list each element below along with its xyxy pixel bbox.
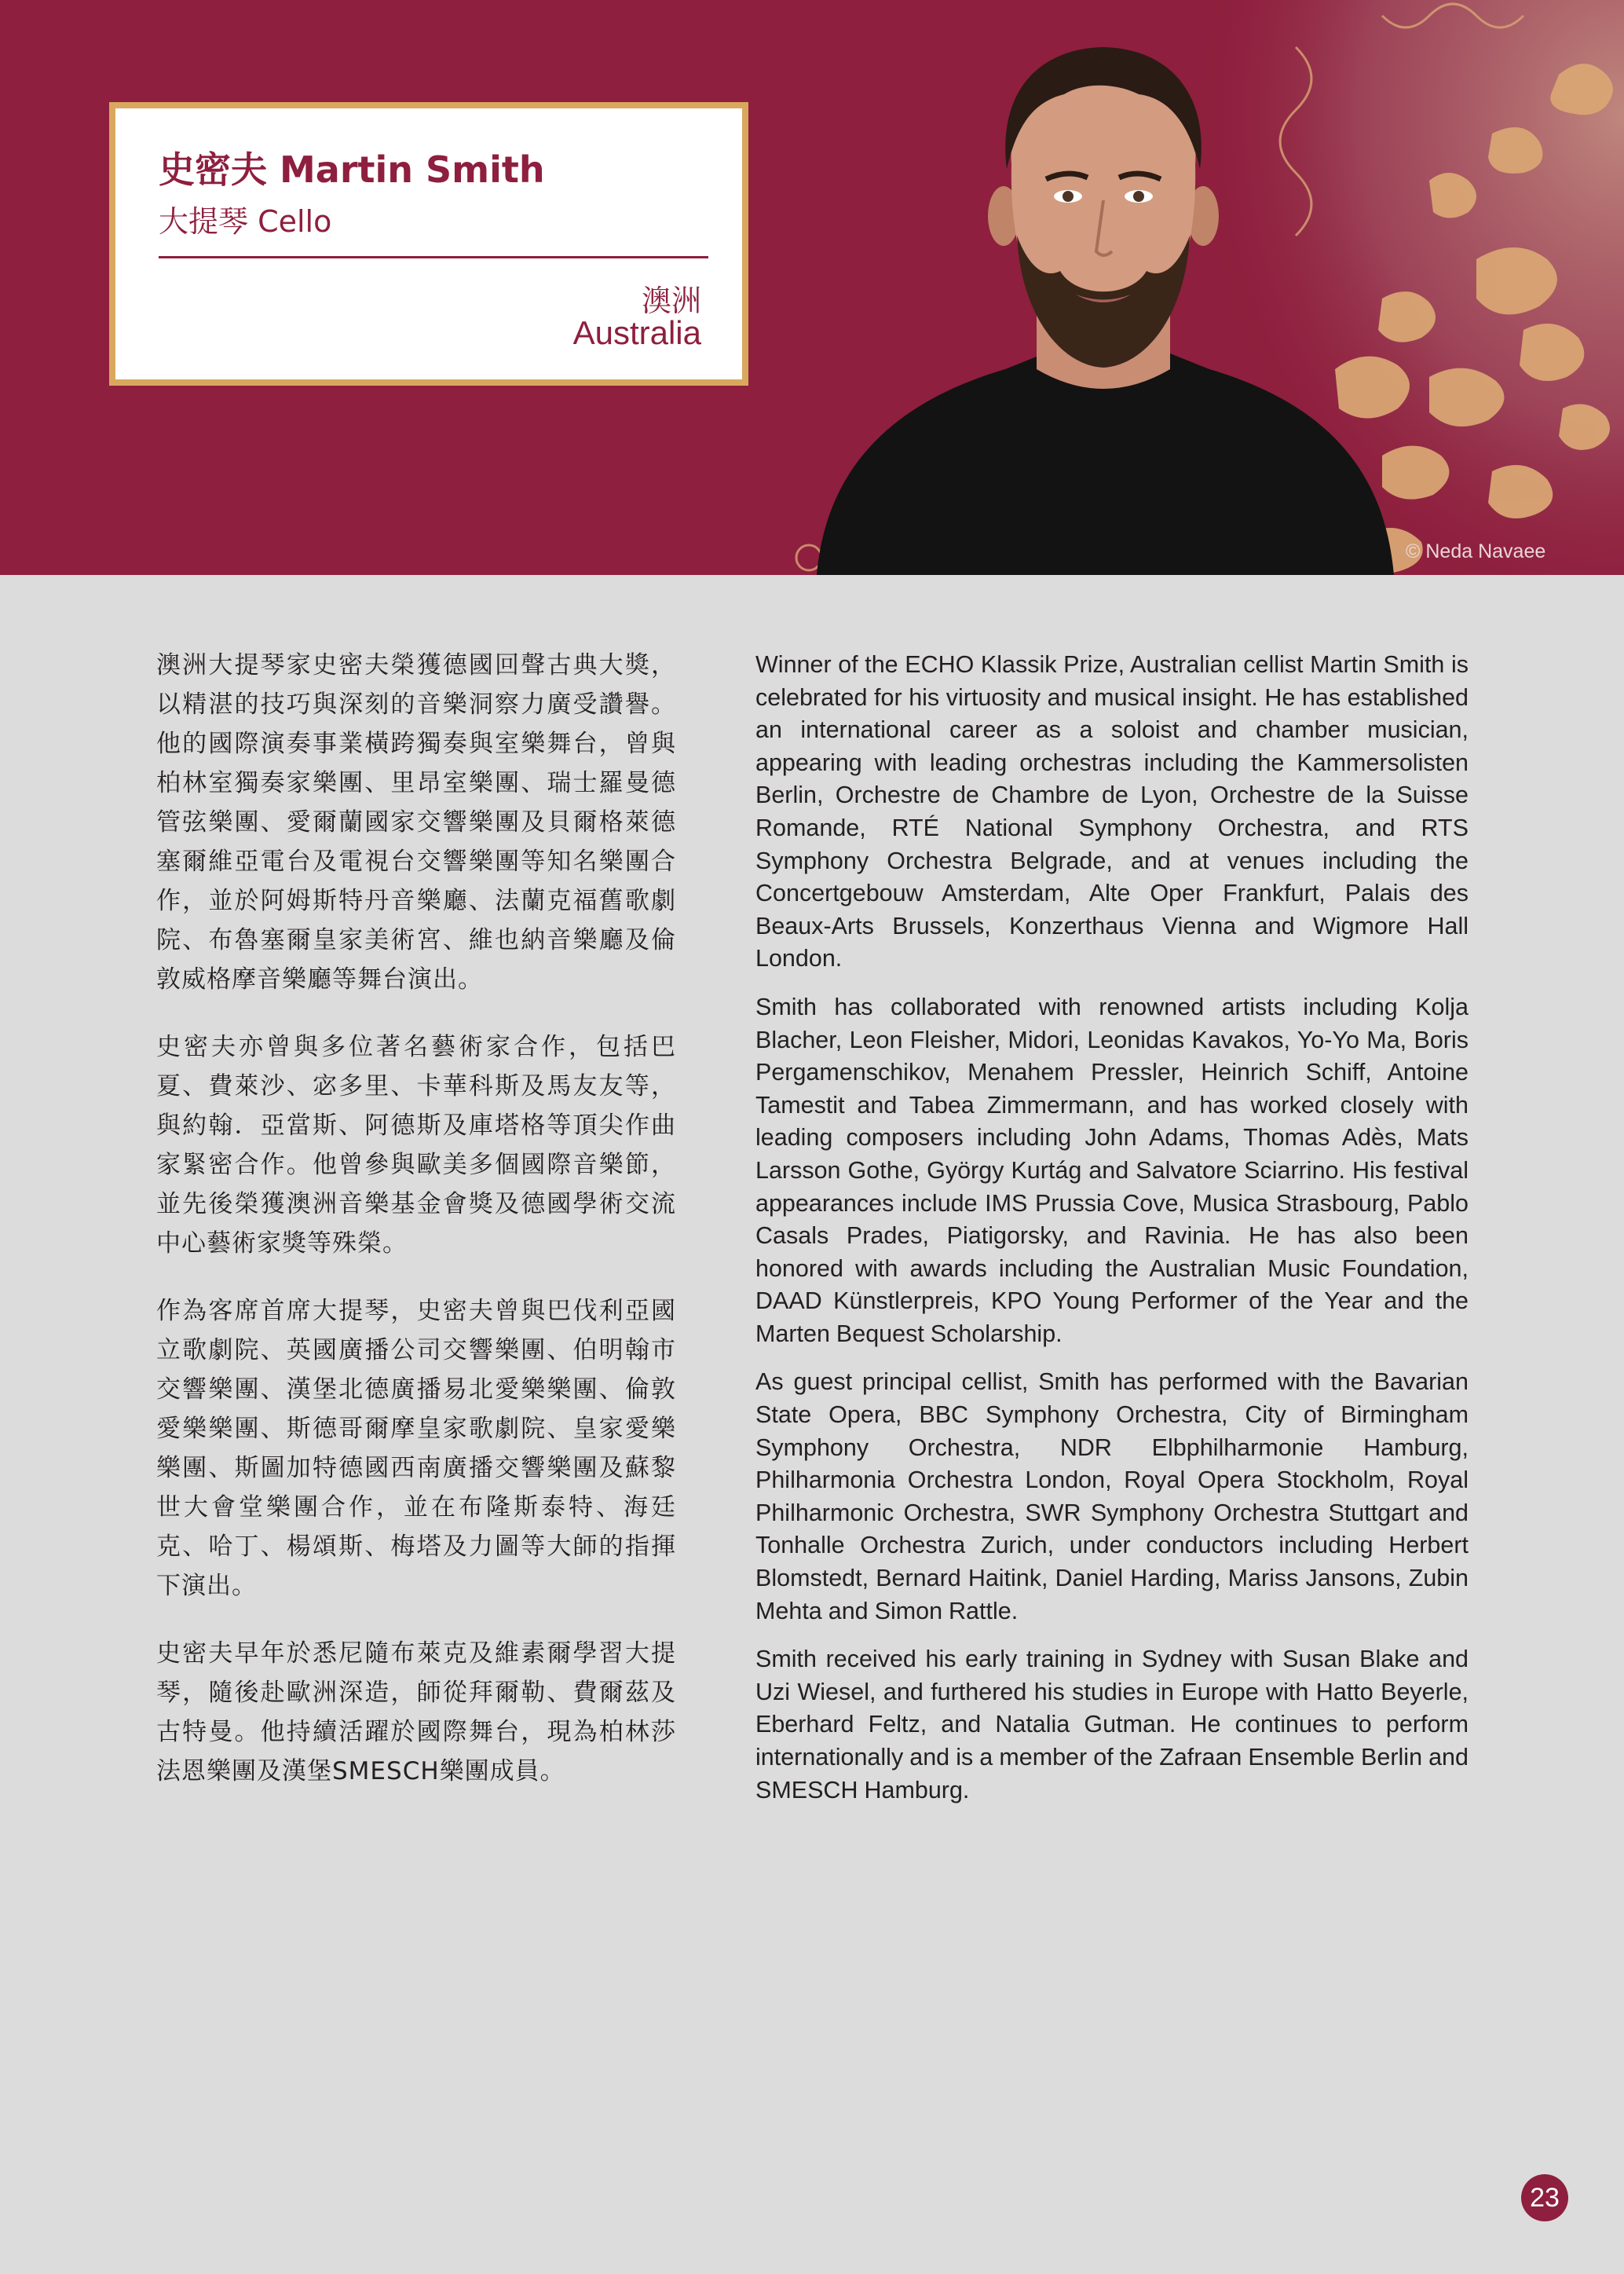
artist-name xyxy=(159,141,545,193)
bio-zh-paragraph: 澳洲大提琴家史密夫榮獲德國回聲古典大獎，以精湛的技巧與深刻的音樂洞察力廣受讚譽。他的國際演奏事業橫跨獨奏與室樂舞台，曾與柏林室獨奏家樂團、里昂室樂團、瑞士羅曼德管弦樂團、愛爾蘭國家交響樂團及貝爾格萊德塞爾維亞電台及電視台交響樂團等知名樂團合作，並於阿姆斯特丹音樂廳、法蘭克福舊歌劇院、布魯塞爾皇家美術宮、維也納音樂廳及倫敦威格摩音樂廳等舞台演出。 xyxy=(156,651,676,994)
card-divider xyxy=(159,256,708,258)
page-number: 23 xyxy=(1521,2174,1568,2221)
bio-zh-paragraph: 史密夫早年於悉尼隨布萊克及維素爾學習大提琴，隨後赴歐洲深造，師從拜爾勒、費爾茲及古特曼。他持續活躍於國際舞台，現為柏林莎法恩樂團及漢堡SMESCH樂團成員。 xyxy=(156,1639,676,1785)
bio-zh-paragraph: 史密夫亦曾與多位著名藝術家合作，包括巴夏、費萊沙、宓多里、卡華科斯及馬友友等，與約翰．亞當斯、阿德斯及庫塔格等頂尖作曲家緊密合作。他曾參與歐美多個國際音樂節，並先後榮獲澳洲音樂基金會獎及德國學術交流中心藝術家獎等殊榮。 xyxy=(156,1033,676,1258)
artist-instrument: 大提琴 Cello xyxy=(159,204,332,239)
bio-en-paragraph: Smith has collaborated with renowned artists including Kolja Blacher, Leon Fleisher, Midori, Leonidas Kavakos, Yo-Yo Ma, Boris Pergamenschikov, Menahem Pressler, Heinrich Schiff, Antoine Tamestit and Tabea Zimmermann, and has worked closely with leading composers including John Adams, Thomas Adès, Mats Larsson Gothe, György Kurtág and Salvatore Sciarrino. His festival appearances include IMS Prussia Cove, Musica Strasbourg, Pablo Casals Prades, Piatigorsky, and Ravinia. He has also been honored with awards including the Australian Music Foundation, DAAD Künstlerpreis, KPO Young Performer of the Year and the Marten Bequest Scholarship. xyxy=(755,993,1469,1347)
artist-country-zh: 澳洲 xyxy=(641,284,701,318)
header-banner xyxy=(0,0,1624,575)
biography-chinese xyxy=(156,646,676,1819)
bio-zh-paragraph: 作為客席首席大提琴，史密夫曾與巴伐利亞國立歌劇院、英國廣播公司交響樂團、伯明翰市交響樂團、漢堡北德廣播易北愛樂樂團、倫敦愛樂樂團、斯德哥爾摩皇家歌劇院、皇家愛樂樂團、斯圖加特德國西南廣播交響樂團及蘇黎世大會堂樂團合作，並在布隆斯泰特、海廷克、哈丁、楊頌斯、梅塔及力圖等大師的指揮下演出。 xyxy=(156,1297,676,1600)
artist-portrait-photo xyxy=(801,0,1414,575)
artist-country-en: Australia xyxy=(572,314,701,351)
photo-credit: © Neda Navaee xyxy=(1406,540,1546,562)
artist-name-card xyxy=(109,102,748,386)
artist-name-zh: 史密夫 xyxy=(159,148,267,191)
artist-name-en: Martin Smith xyxy=(280,148,545,191)
bio-en-paragraph: As guest principal cellist, Smith has performed with the Bavarian State Opera, BBC Symphony Orchestra, City of Birmingham Symphony Orchestra, NDR Elbphilharmonie Hamburg, Philharmonia Orchestra London, Royal Opera Stockholm, Royal Philharmonic Orchestra, SWR Symphony Orchestra Stuttgart and Tonhalle Orchestra Zurich, under conductors including Herbert Blomstedt, Bernard Haitink, Daniel Harding, Mariss Jansons, Zubin Mehta and Simon Rattle. xyxy=(755,1368,1469,1624)
biography-english xyxy=(755,649,1469,1822)
bio-en-paragraph: Smith received his early training in Sydney with Susan Blake and Uzi Wiesel, and furthered his studies in Europe with Hatto Beyerle, Eberhard Feltz, and Natalia Gutman. He continues to perform internationally and is a member of the Zafraan Ensemble Berlin and SMESCH Hamburg. xyxy=(755,1646,1469,1803)
bio-en-paragraph: Winner of the ECHO Klassik Prize, Australian cellist Martin Smith is celebrated for his virtuosity and musical insight. He has established an international career as a soloist and chamber musician, appearing with leading orchestras including the Kammersolisten Berlin, Orchestre de Chambre de Lyon, Orchestre de la Suisse Romande, RTÉ National Symphony Orchestra, and RTS Symphony Orchestra Belgrade, and at venues including the Concertgebouw Amsterdam, Alte Oper Frankfurt, Palais des Beaux-Arts Brussels, Konzerthaus Vienna and Wigmore Hall London. xyxy=(755,651,1469,972)
